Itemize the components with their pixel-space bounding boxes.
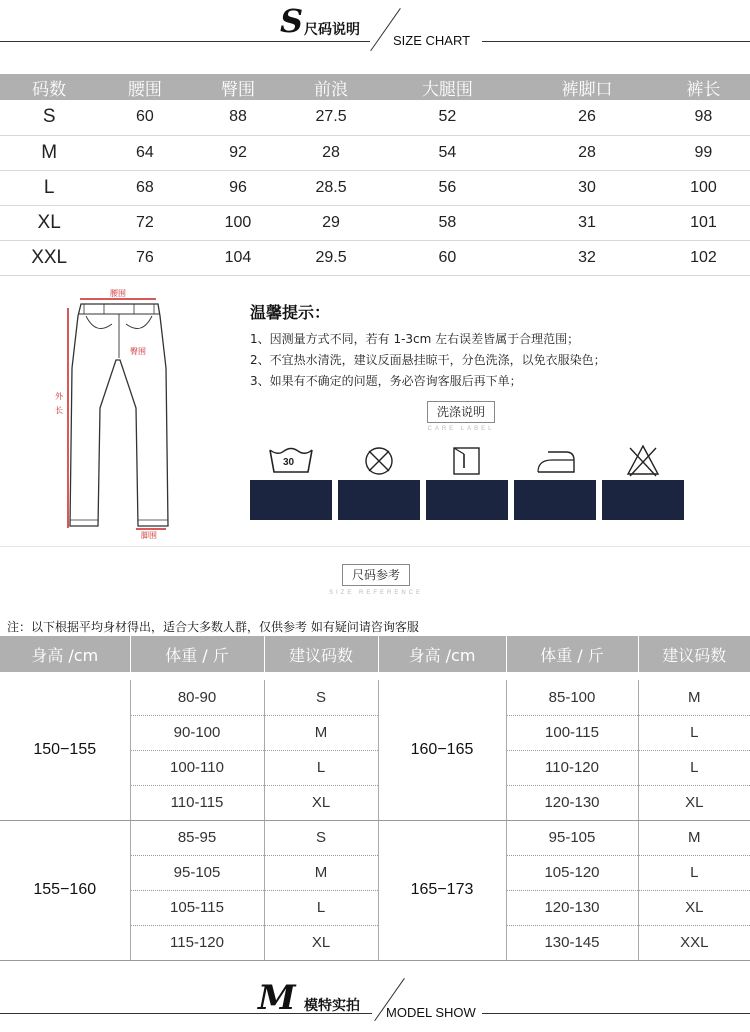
size-reference-subtitle: SIZE REFERENCE bbox=[328, 590, 423, 596]
weight-cell: 80-90 bbox=[130, 680, 264, 715]
care-color-block bbox=[602, 480, 684, 520]
iron-icon bbox=[514, 440, 596, 480]
weight-cell: 115-120 bbox=[130, 925, 264, 960]
measurement-cell: 102 bbox=[657, 240, 750, 275]
spacer-cell bbox=[638, 672, 750, 680]
measurement-cell: 92 bbox=[191, 135, 284, 170]
tip-line: 3、如果有不确定的问题，务必咨询客服后再下单； bbox=[250, 374, 522, 388]
measurement-cell: 68 bbox=[98, 170, 191, 205]
col-header-front-rise: 前浪 bbox=[285, 74, 378, 100]
measurement-cell: 52 bbox=[378, 100, 518, 135]
size-label-cell: XXL bbox=[0, 240, 98, 275]
model-show-header bbox=[0, 972, 750, 1032]
ref-spacer-row bbox=[0, 672, 750, 680]
weight-cell: 120-130 bbox=[506, 890, 638, 925]
care-color-block bbox=[426, 480, 508, 520]
weight-cell: 100-115 bbox=[506, 715, 638, 750]
size-table-row bbox=[0, 205, 750, 240]
size-chart-letter: S bbox=[280, 2, 304, 40]
ref-col-header-size-right: 建议码数 bbox=[638, 636, 750, 672]
size-cell: M bbox=[264, 715, 378, 750]
measurement-cell: 104 bbox=[191, 240, 284, 275]
weight-cell: 85-100 bbox=[506, 680, 638, 715]
ref-table-row bbox=[0, 820, 750, 855]
spacer-cell bbox=[0, 672, 130, 680]
size-label-cell: XL bbox=[0, 205, 98, 240]
weight-cell: 100-110 bbox=[130, 750, 264, 785]
size-cell: L bbox=[638, 855, 750, 890]
size-cell: XXL bbox=[638, 925, 750, 960]
diagram-label-hem: 脚围 bbox=[141, 531, 157, 540]
size-label-cell: M bbox=[0, 135, 98, 170]
weight-cell: 130-145 bbox=[506, 925, 638, 960]
ref-col-header-height-right: 身高 /cm bbox=[378, 636, 506, 672]
size-chart-title-cn: 尺码说明 bbox=[304, 22, 360, 38]
size-cell: L bbox=[264, 750, 378, 785]
size-label-cell: L bbox=[0, 170, 98, 205]
weight-cell: 95-105 bbox=[130, 855, 264, 890]
ref-col-header-size-left: 建议码数 bbox=[264, 636, 378, 672]
size-reference-note: 注：以下根据平均身材得出，适合大多数人群，仅供参考 如有疑问请咨询客服 bbox=[7, 620, 419, 634]
height-range-cell: 165−173 bbox=[378, 820, 506, 960]
measurement-cell: 96 bbox=[191, 170, 284, 205]
ref-col-header-height-left: 身高 /cm bbox=[0, 636, 130, 672]
pants-measurement-diagram bbox=[48, 288, 178, 540]
model-show-letter: M bbox=[258, 978, 296, 1018]
col-header-size: 码数 bbox=[0, 74, 98, 100]
spacer-cell bbox=[506, 672, 638, 680]
weight-cell: 105-115 bbox=[130, 890, 264, 925]
measurement-cell: 60 bbox=[378, 240, 518, 275]
size-table-row bbox=[0, 240, 750, 275]
header-rule-right bbox=[482, 1013, 750, 1014]
weight-cell: 110-120 bbox=[506, 750, 638, 785]
size-cell: M bbox=[638, 820, 750, 855]
measurement-cell: 28.5 bbox=[285, 170, 378, 205]
measurement-cell: 28 bbox=[285, 135, 378, 170]
size-label-cell: S bbox=[0, 100, 98, 135]
height-range-cell: 160−165 bbox=[378, 680, 506, 820]
measurement-cell: 28 bbox=[517, 135, 657, 170]
header-rule-left bbox=[0, 41, 370, 42]
wash-30-icon bbox=[250, 440, 332, 480]
col-header-hem: 裤脚口 bbox=[517, 74, 657, 100]
measurement-cell: 29 bbox=[285, 205, 378, 240]
size-chart-header bbox=[0, 0, 750, 60]
diagram-label-hip: 臀围 bbox=[130, 347, 146, 356]
height-range-cell: 155−160 bbox=[0, 820, 130, 960]
weight-cell: 120-130 bbox=[506, 785, 638, 820]
wash-temperature: 30 bbox=[283, 457, 295, 468]
care-label-subtitle: CARE LABEL bbox=[427, 426, 495, 432]
size-chart-table bbox=[0, 74, 750, 276]
size-cell: M bbox=[264, 855, 378, 890]
spacer-cell bbox=[130, 672, 264, 680]
size-table-row bbox=[0, 100, 750, 135]
drip-dry-icon bbox=[426, 440, 508, 480]
diagram-label-waist: 腰围 bbox=[110, 289, 126, 298]
col-header-thigh: 大腿围 bbox=[378, 74, 518, 100]
height-range-cell: 150−155 bbox=[0, 680, 130, 820]
size-chart-title-en: SIZE CHART bbox=[393, 33, 471, 48]
measurement-cell: 32 bbox=[517, 240, 657, 275]
col-header-length: 裤长 bbox=[657, 74, 750, 100]
pants-outline-icon bbox=[48, 288, 178, 540]
measurement-cell: 98 bbox=[657, 100, 750, 135]
weight-cell: 95-105 bbox=[506, 820, 638, 855]
model-show-title-cn: 模特实拍 bbox=[304, 998, 360, 1014]
tip-line: 1、因测量方式不同，若有 1-3cm 左右误差皆属于合理范围； bbox=[250, 332, 580, 346]
measurement-cell: 58 bbox=[378, 205, 518, 240]
size-reference-table bbox=[0, 636, 750, 961]
measurement-cell: 88 bbox=[191, 100, 284, 135]
size-cell: S bbox=[264, 680, 378, 715]
measurement-cell: 27.5 bbox=[285, 100, 378, 135]
weight-cell: 90-100 bbox=[130, 715, 264, 750]
size-cell: L bbox=[638, 715, 750, 750]
spacer-cell bbox=[264, 672, 378, 680]
col-header-hip: 臀围 bbox=[191, 74, 284, 100]
size-cell: L bbox=[264, 890, 378, 925]
diagram-label-outer-length-top: 外 bbox=[55, 392, 63, 401]
weight-cell: 110-115 bbox=[130, 785, 264, 820]
care-color-block bbox=[250, 480, 332, 520]
measurement-cell: 100 bbox=[191, 205, 284, 240]
size-cell: L bbox=[638, 750, 750, 785]
measurement-cell: 31 bbox=[517, 205, 657, 240]
spacer-cell bbox=[378, 672, 506, 680]
header-rule-right bbox=[482, 41, 750, 42]
ref-table-row bbox=[0, 680, 750, 715]
care-icons-row bbox=[250, 440, 686, 522]
ref-col-header-weight-left: 体重 / 斤 bbox=[130, 636, 264, 672]
size-cell: XL bbox=[638, 890, 750, 925]
size-cell: M bbox=[638, 680, 750, 715]
measurement-cell: 29.5 bbox=[285, 240, 378, 275]
ref-table-header-row bbox=[0, 636, 750, 672]
size-cell: XL bbox=[264, 785, 378, 820]
size-table-header-row bbox=[0, 74, 750, 100]
size-reference-title: 尺码参考 bbox=[342, 564, 410, 586]
measurement-cell: 76 bbox=[98, 240, 191, 275]
no-bleach-icon bbox=[602, 440, 684, 480]
weight-cell: 85-95 bbox=[130, 820, 264, 855]
size-table-row bbox=[0, 135, 750, 170]
measurement-cell: 54 bbox=[378, 135, 518, 170]
no-tumble-dry-icon bbox=[338, 440, 420, 480]
col-header-waist: 腰围 bbox=[98, 74, 191, 100]
care-color-block bbox=[514, 480, 596, 520]
measurement-cell: 30 bbox=[517, 170, 657, 205]
size-cell: XL bbox=[264, 925, 378, 960]
measurement-cell: 99 bbox=[657, 135, 750, 170]
tips-title: 温馨提示： bbox=[250, 303, 331, 322]
size-table-row bbox=[0, 170, 750, 205]
measurement-cell: 101 bbox=[657, 205, 750, 240]
measurement-cell: 64 bbox=[98, 135, 191, 170]
measurement-cell: 100 bbox=[657, 170, 750, 205]
diagram-label-outer-length-bottom: 长 bbox=[55, 406, 63, 415]
care-label-title: 洗涤说明 bbox=[427, 401, 495, 423]
care-color-block bbox=[338, 480, 420, 520]
tip-line: 2、不宜热水清洗，建议反面悬挂晾干，分色洗涤，以免衣服染色； bbox=[250, 353, 606, 367]
ref-col-header-weight-right: 体重 / 斤 bbox=[506, 636, 638, 672]
weight-cell: 105-120 bbox=[506, 855, 638, 890]
size-cell: XL bbox=[638, 785, 750, 820]
measurement-cell: 26 bbox=[517, 100, 657, 135]
measurement-cell: 72 bbox=[98, 205, 191, 240]
model-show-title-en: MODEL SHOW bbox=[386, 1005, 476, 1020]
tips-section bbox=[250, 300, 700, 392]
measurement-cell: 60 bbox=[98, 100, 191, 135]
section-divider bbox=[0, 546, 750, 547]
measurement-cell: 56 bbox=[378, 170, 518, 205]
size-cell: S bbox=[264, 820, 378, 855]
